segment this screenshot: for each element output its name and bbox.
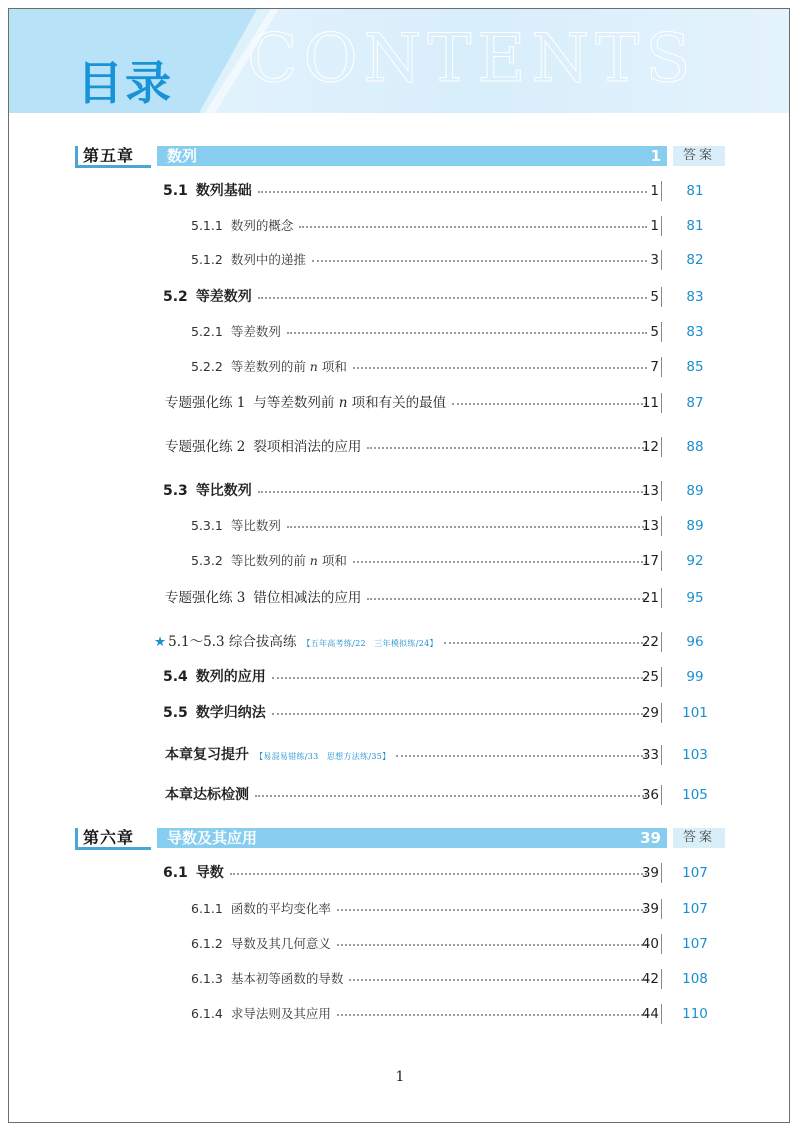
subsection-title: 等差数列的前 [230, 359, 310, 374]
toc-row[interactable] [9, 355, 790, 379]
page-number[interactable]: 29 [641, 705, 659, 721]
answer-page-number[interactable]: 96 [686, 634, 704, 650]
toc-row[interactable] [9, 320, 790, 344]
toc-entry-title [191, 248, 306, 272]
toc-entry-title [165, 435, 361, 459]
toc-row[interactable] [9, 743, 790, 767]
dot-leader [230, 873, 647, 875]
subsection-number: 5.2.2 [191, 359, 223, 374]
toc-entry-title [165, 586, 361, 610]
answer-page-number[interactable]: 88 [686, 439, 704, 455]
section-number: 5.5 [163, 705, 188, 721]
page-number[interactable]: 1 [650, 218, 659, 234]
toc-row[interactable] [9, 214, 790, 238]
practice-label: 专题强化练 3 [165, 590, 246, 606]
subsection-title: 函数的平均变化率 [230, 901, 331, 916]
toc-entry-title [163, 665, 266, 689]
dot-leader [258, 191, 647, 193]
dot-leader [272, 677, 647, 679]
dot-leader [312, 260, 647, 262]
subsection-number: 5.2.1 [191, 324, 223, 339]
column-divider [661, 934, 662, 954]
dot-leader [255, 795, 647, 797]
column-divider [661, 250, 662, 270]
answer-page-number[interactable]: 89 [686, 518, 704, 534]
toc-row[interactable] [9, 391, 790, 415]
dot-leader [367, 598, 647, 600]
toc-row[interactable] [9, 783, 790, 807]
toc-row[interactable] [9, 630, 790, 654]
page-number[interactable]: 22 [641, 634, 659, 650]
subsection-title: 数列的概念 [230, 218, 294, 233]
column-divider [661, 481, 662, 501]
contents-watermark: CONTENTS [247, 20, 697, 97]
toc-entry-title [191, 214, 293, 238]
section-title: 等比数列 [195, 483, 252, 499]
section-number: 5.2 [163, 289, 188, 305]
column-divider [661, 357, 662, 377]
subsection-number: 6.1.3 [191, 971, 223, 986]
answer-page-number[interactable]: 81 [686, 218, 704, 234]
toc-row[interactable] [9, 248, 790, 272]
answer-label: 答案 [673, 146, 725, 166]
toc-row[interactable] [9, 897, 790, 921]
chapter-title[interactable]: 导数及其应用 [167, 829, 258, 847]
chapter-5-bar [75, 146, 725, 168]
review-note: 【五年高考练/22 三年模拟练/24】 [302, 639, 438, 648]
page-number[interactable]: 7 [650, 359, 659, 375]
column-divider [661, 863, 662, 883]
page-number[interactable]: 40 [641, 936, 659, 952]
section-title: 数学归纳法 [195, 705, 266, 721]
section-title: 等差数列 [195, 289, 252, 305]
dot-leader [258, 491, 647, 493]
column-divider [661, 745, 662, 765]
answer-page-number[interactable]: 105 [682, 787, 708, 803]
subsection-number: 5.1.1 [191, 218, 223, 233]
column-divider [661, 181, 662, 201]
dot-leader [337, 1014, 647, 1016]
practice-title: 错位相减法的应用 [253, 590, 362, 606]
column-divider [661, 899, 662, 919]
toc-entry-title [154, 630, 438, 654]
answer-page-number[interactable]: 107 [682, 936, 708, 952]
page-title: 目录 [77, 56, 173, 110]
chapter-number: 第六章 [83, 828, 135, 847]
review-note: 【易混易错练/33 思想方法练/35】 [255, 752, 391, 761]
page-number[interactable]: 5 [650, 289, 659, 305]
toc-row[interactable] [9, 932, 790, 956]
answer-page-number[interactable]: 107 [682, 865, 708, 881]
page-number[interactable]: 1 [650, 183, 659, 199]
toc-row[interactable] [9, 861, 790, 885]
column-divider [661, 393, 662, 413]
practice-title: 与等差数列前 [253, 395, 339, 411]
dot-leader [337, 944, 647, 946]
toc-entry-title [191, 1002, 331, 1026]
dot-leader [353, 561, 647, 563]
answer-page-number[interactable]: 95 [686, 590, 704, 606]
subsection-title: 数列中的递推 [230, 252, 306, 267]
toc-row[interactable] [9, 665, 790, 689]
dot-leader [349, 979, 647, 981]
column-divider [661, 703, 662, 723]
page-number[interactable]: 12 [641, 439, 659, 455]
toc-entry-title [191, 514, 281, 538]
toc-row[interactable] [9, 179, 790, 203]
chapter-title[interactable]: 数列 [167, 147, 198, 165]
toc-entry-title [191, 897, 331, 921]
toc-row[interactable] [9, 1002, 790, 1026]
section-number: 6.1 [163, 865, 188, 881]
subsection-number: 5.1.2 [191, 252, 223, 267]
chapter-number: 第五章 [83, 146, 135, 165]
column-divider [661, 785, 662, 805]
review-title: 5.1～5.3 综合拔高练 [168, 634, 297, 650]
page-number[interactable]: 5 [650, 324, 659, 340]
star-icon: ★ [154, 634, 167, 650]
practice-title: 裂项相消法的应用 [253, 439, 362, 455]
column-divider [661, 1004, 662, 1024]
answer-page-number[interactable]: 99 [686, 669, 704, 685]
toc-entry-title [191, 967, 343, 991]
toc-entry-title [165, 391, 446, 415]
toc-entry-title [163, 861, 224, 885]
column-divider [661, 667, 662, 687]
toc-row[interactable] [9, 435, 790, 459]
chapter-title-band [157, 146, 667, 166]
subsection-title: 求导法则及其应用 [230, 1006, 331, 1021]
math-variable: n [338, 395, 348, 411]
answer-page-number[interactable]: 108 [682, 971, 708, 987]
review-title: 本章复习提升 [165, 747, 249, 763]
review-title: 本章达标检测 [165, 787, 249, 803]
page-number[interactable]: 11 [641, 395, 659, 411]
column-divider [661, 437, 662, 457]
page-number[interactable]: 13 [641, 483, 659, 499]
subsection-title-suffix: 项和 [317, 553, 347, 568]
practice-label: 专题强化练 2 [165, 439, 246, 455]
dot-leader [272, 713, 647, 715]
subsection-title: 等比数列的前 [230, 553, 310, 568]
answer-page-number[interactable]: 103 [682, 747, 708, 763]
answer-page-number[interactable]: 83 [686, 289, 704, 305]
toc-entry-title [191, 932, 331, 956]
dot-leader [367, 447, 647, 449]
toc-entry-title [191, 320, 281, 344]
dot-leader [258, 297, 647, 299]
toc-row[interactable] [9, 701, 790, 725]
subsection-number: 6.1.4 [191, 1006, 223, 1021]
page-number[interactable]: 25 [641, 669, 659, 685]
footer-page-number: 1 [395, 1069, 405, 1085]
answer-label: 答案 [673, 828, 725, 848]
dot-leader [353, 367, 647, 369]
answer-page-number[interactable]: 85 [686, 359, 704, 375]
toc-entry-title [163, 479, 252, 503]
column-divider [661, 969, 662, 989]
toc-row[interactable] [9, 285, 790, 309]
answer-page-number[interactable]: 89 [686, 483, 704, 499]
practice-label: 专题强化练 1 [165, 395, 246, 411]
page-number[interactable]: 39 [641, 865, 659, 881]
page [8, 8, 790, 1123]
math-variable: n [309, 553, 318, 568]
column-divider [661, 516, 662, 536]
column-divider [661, 632, 662, 652]
column-divider [661, 551, 662, 571]
toc-entry-title [191, 355, 347, 379]
answer-page-number[interactable]: 87 [686, 395, 704, 411]
answer-page-number[interactable]: 107 [682, 901, 708, 917]
answer-page-number[interactable]: 101 [682, 705, 708, 721]
toc-row[interactable] [9, 586, 790, 610]
subsection-title: 等差数列 [230, 324, 281, 339]
answer-page-number[interactable]: 82 [686, 252, 704, 268]
page-number[interactable]: 44 [641, 1006, 659, 1022]
answer-page-number[interactable]: 83 [686, 324, 704, 340]
subsection-number: 6.1.1 [191, 901, 223, 916]
toc-row[interactable] [9, 549, 790, 573]
chapter-title-band [157, 828, 667, 848]
chapter-6-bar [75, 828, 725, 850]
section-number: 5.1 [163, 183, 188, 199]
math-variable: n [309, 359, 318, 374]
dot-leader [337, 909, 647, 911]
practice-title-suffix: 项和有关的最值 [347, 395, 447, 411]
subsection-title: 等比数列 [230, 518, 281, 533]
page-number[interactable]: 3 [650, 252, 659, 268]
section-title: 数列基础 [195, 183, 252, 199]
page-number[interactable]: 21 [641, 590, 659, 606]
chapter-page: 1 [650, 147, 661, 165]
column-divider [661, 588, 662, 608]
column-divider [661, 287, 662, 307]
dot-leader [299, 226, 647, 228]
subsection-title: 导数及其几何意义 [230, 936, 331, 951]
page-number[interactable]: 17 [641, 553, 659, 569]
subsection-number: 5.3.2 [191, 553, 223, 568]
toc-entry-title [165, 743, 390, 767]
chapter-page: 39 [640, 829, 661, 847]
section-title: 导数 [195, 865, 224, 881]
dot-leader [287, 332, 647, 334]
toc-row[interactable] [9, 514, 790, 538]
section-number: 5.4 [163, 669, 188, 685]
section-title: 数列的应用 [195, 669, 266, 685]
page-number[interactable]: 13 [641, 518, 659, 534]
page-number[interactable]: 36 [641, 787, 659, 803]
toc-row[interactable] [9, 479, 790, 503]
page-number[interactable]: 39 [641, 901, 659, 917]
answer-page-number[interactable]: 92 [686, 553, 704, 569]
subsection-title-suffix: 项和 [317, 359, 347, 374]
answer-page-number[interactable]: 81 [686, 183, 704, 199]
toc-entry-title [163, 701, 266, 725]
dot-leader [287, 526, 647, 528]
column-divider [661, 216, 662, 236]
toc-entry-title [191, 549, 347, 573]
page-number[interactable]: 33 [641, 747, 659, 763]
toc-entry-title [163, 179, 252, 203]
column-divider [661, 322, 662, 342]
section-number: 5.3 [163, 483, 188, 499]
subsection-number: 5.3.1 [191, 518, 223, 533]
subsection-number: 6.1.2 [191, 936, 223, 951]
answer-page-number[interactable]: 110 [682, 1006, 708, 1022]
toc-entry-title [165, 783, 249, 807]
toc-entry-title [163, 285, 252, 309]
subsection-title: 基本初等函数的导数 [230, 971, 344, 986]
toc-row[interactable] [9, 967, 790, 991]
page-number[interactable]: 42 [641, 971, 659, 987]
